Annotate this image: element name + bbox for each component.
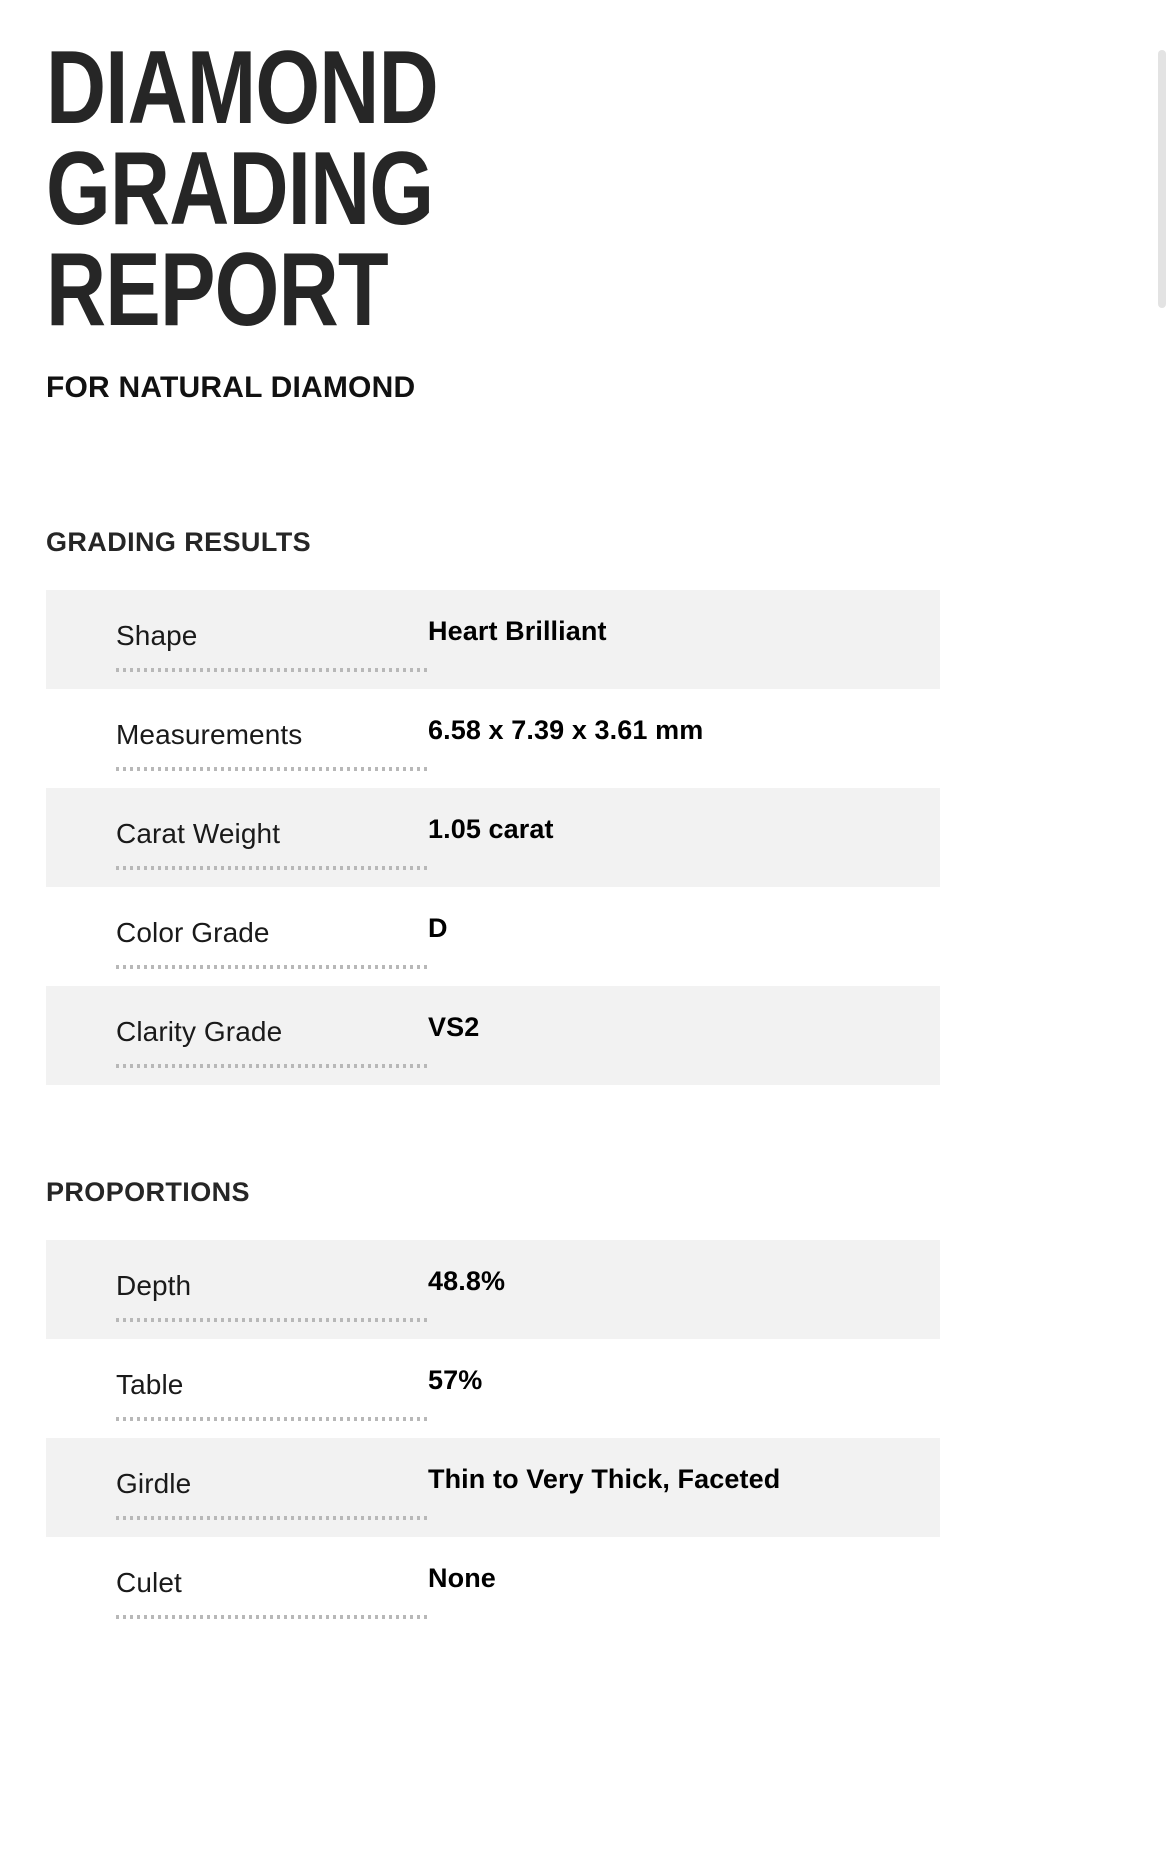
section-heading-grading-results: GRADING RESULTS	[46, 526, 312, 557]
spec-label-girdle: Girdle	[116, 1467, 192, 1499]
table-row	[46, 689, 940, 788]
spec-value-carat-weight: 1.05 carat	[428, 813, 554, 844]
spec-label-clarity-grade: Clarity Grade	[116, 1015, 283, 1047]
report-subtitle: FOR NATURAL DIAMOND	[46, 370, 416, 404]
section-proportions	[0, 1177, 1170, 1636]
section-heading-proportions: PROPORTIONS	[46, 1176, 250, 1207]
spec-value-cell	[428, 788, 940, 845]
table-row	[46, 887, 940, 986]
table-row	[46, 788, 940, 887]
page-title-text: DIAMOND GRADING REPORT	[46, 30, 438, 348]
spec-label-cell	[46, 1240, 428, 1322]
spec-value-cell	[428, 1339, 940, 1396]
spec-label-carat-weight: Carat Weight	[116, 817, 281, 849]
spec-label-culet: Culet	[116, 1566, 182, 1598]
spec-label-depth: Depth	[116, 1269, 192, 1301]
spec-value-cell	[428, 1438, 940, 1495]
spec-label-cell	[46, 689, 428, 771]
page-title	[46, 30, 654, 348]
spec-label-cell	[46, 1339, 428, 1421]
scrollbar-thumb[interactable]	[1158, 50, 1166, 308]
spec-label-cell	[46, 986, 428, 1068]
spec-label-cell	[46, 1438, 428, 1520]
spec-value-girdle: Thin to Very Thick, Faceted	[428, 1463, 781, 1494]
dotted-rule	[116, 965, 428, 969]
spec-value-cell	[428, 1240, 940, 1297]
spec-label-cell	[46, 590, 428, 672]
spec-label-table: Table	[116, 1368, 184, 1400]
spec-value-color-grade: D	[428, 912, 448, 943]
dotted-rule	[116, 1318, 428, 1322]
section-grading-results	[0, 527, 1170, 1085]
table-row	[46, 1537, 940, 1636]
vertical-scrollbar[interactable]	[1154, 0, 1170, 1863]
spec-value-culet: None	[428, 1562, 496, 1593]
dotted-rule	[116, 1615, 428, 1619]
spec-value-shape: Heart Brilliant	[428, 615, 607, 646]
spec-label-shape: Shape	[116, 619, 198, 651]
spec-label-cell	[46, 788, 428, 870]
spec-label-cell	[46, 1537, 428, 1619]
report-header	[0, 0, 1170, 405]
section-divider-spacer	[0, 1085, 1170, 1177]
spec-value-depth: 48.8%	[428, 1265, 506, 1296]
table-row	[46, 1339, 940, 1438]
dotted-rule	[116, 1516, 428, 1520]
table-row	[46, 1240, 940, 1339]
dotted-rule	[116, 668, 428, 672]
spec-value-cell	[428, 887, 940, 944]
dotted-rule	[116, 1064, 428, 1068]
grading-results-table	[46, 590, 940, 1085]
dotted-rule	[116, 767, 428, 771]
table-row	[46, 986, 940, 1085]
spec-value-table: 57%	[428, 1364, 483, 1395]
spec-value-measurements: 6.58 x 7.39 x 3.61 mm	[428, 714, 704, 745]
spec-label-measurements: Measurements	[116, 718, 303, 750]
spec-label-cell	[46, 887, 428, 969]
spec-value-cell	[428, 1537, 940, 1594]
table-row	[46, 590, 940, 689]
spec-value-cell	[428, 986, 940, 1043]
table-row	[46, 1438, 940, 1537]
dotted-rule	[116, 1417, 428, 1421]
dotted-rule	[116, 866, 428, 870]
spec-value-clarity-grade: VS2	[428, 1011, 480, 1042]
proportions-table	[46, 1240, 940, 1636]
spec-value-cell	[428, 590, 940, 647]
spec-label-color-grade: Color Grade	[116, 916, 270, 948]
spec-value-cell	[428, 689, 940, 746]
